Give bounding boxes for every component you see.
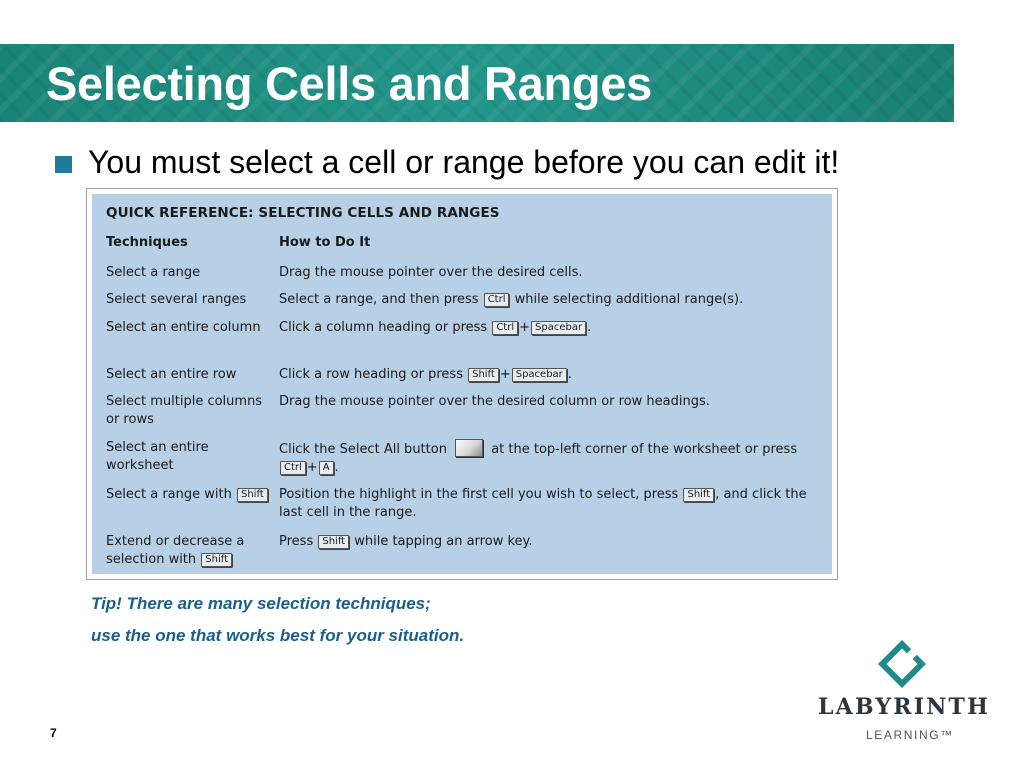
tip-line-1: Tip! There are many selection techniques; xyxy=(91,594,431,613)
how-to-cell xyxy=(279,291,824,309)
how-to-text: . xyxy=(334,460,339,475)
how-to-cell xyxy=(279,533,824,551)
key-shift: Shift xyxy=(201,553,232,567)
technique-cell xyxy=(106,439,271,475)
how-to-text: . xyxy=(567,367,572,382)
logo-subtitle: LEARNING™ xyxy=(866,728,954,742)
key-spacebar: Spacebar xyxy=(512,368,567,382)
page-number: 7 xyxy=(50,726,57,740)
technique-text: Select an entire worksheet xyxy=(106,440,209,473)
how-to-text: while selecting additional range(s). xyxy=(510,292,744,307)
key-shift: Shift xyxy=(683,488,714,502)
key-shift: Shift xyxy=(237,488,268,502)
bullet-square-icon xyxy=(55,156,72,173)
how-to-text: Click the Select All button xyxy=(279,442,452,457)
how-to-text: . xyxy=(587,320,592,335)
key-ctrl: Ctrl xyxy=(492,321,518,335)
column-header-how: How to Do It xyxy=(279,235,371,250)
technique-text: Select a range xyxy=(106,265,201,280)
slide-title: Selecting Cells and Ranges xyxy=(46,57,653,110)
key-ctrl: Ctrl xyxy=(484,293,510,307)
key-ctrl: Ctrl xyxy=(280,461,306,475)
how-to-text: + xyxy=(499,367,511,382)
key-shift: Shift xyxy=(468,368,499,382)
technique-cell xyxy=(106,319,271,337)
quick-reference-table xyxy=(86,188,838,580)
how-to-cell xyxy=(279,439,824,477)
column-header-techniques: Techniques xyxy=(106,235,188,250)
technique-cell xyxy=(106,393,271,429)
how-to-text: , and click the last cell in the range. xyxy=(279,487,807,520)
select-all-button-icon xyxy=(455,439,483,457)
how-to-text: Select a range, and then press xyxy=(279,292,483,307)
how-to-text: + xyxy=(519,320,531,335)
reference-title: QUICK REFERENCE: SELECTING CELLS AND RANGES xyxy=(106,205,500,221)
key-spacebar: Spacebar xyxy=(531,321,586,335)
how-to-text: while tapping an arrow key. xyxy=(350,534,533,549)
how-to-cell xyxy=(279,393,824,411)
how-to-text: Drag the mouse pointer over the desired cells. xyxy=(279,265,583,280)
technique-text: Select several ranges xyxy=(106,292,247,307)
how-to-text: + xyxy=(306,460,318,475)
technique-text: Select an entire column xyxy=(106,320,261,335)
tip-line-2: use the one that works best for your situation. xyxy=(91,626,465,645)
technique-cell xyxy=(106,291,271,309)
how-to-text: Press xyxy=(279,534,318,549)
how-to-text: Position the highlight in the first cell you wish to select, press xyxy=(279,487,683,502)
how-to-text: Click a row heading or press xyxy=(279,367,468,382)
technique-text: Select an entire row xyxy=(106,367,237,382)
key-a: A xyxy=(319,461,334,475)
labyrinth-diamond-logo-icon xyxy=(878,640,926,688)
bullet-text: You must select a cell or range before you can edit it! xyxy=(88,144,840,180)
how-to-cell xyxy=(279,366,824,384)
technique-cell xyxy=(106,264,271,282)
how-to-text: Drag the mouse pointer over the desired column or row headings. xyxy=(279,394,710,409)
quick-reference-panel xyxy=(92,194,832,574)
technique-text: Select a range with xyxy=(106,487,232,502)
technique-cell xyxy=(106,486,271,504)
how-to-cell xyxy=(279,264,824,282)
how-to-text: Click a column heading or press xyxy=(279,320,492,335)
how-to-cell xyxy=(279,319,824,337)
how-to-text: at the top-left corner of the worksheet or press xyxy=(487,442,798,457)
technique-text: Select multiple columns or rows xyxy=(106,394,263,427)
technique-cell xyxy=(106,533,271,569)
how-to-cell xyxy=(279,486,824,522)
key-shift: Shift xyxy=(318,535,349,549)
technique-cell xyxy=(106,366,271,384)
logo-wordmark: LABYRINTH xyxy=(818,694,991,720)
technique-text: Extend or decrease a selection with xyxy=(106,534,245,567)
